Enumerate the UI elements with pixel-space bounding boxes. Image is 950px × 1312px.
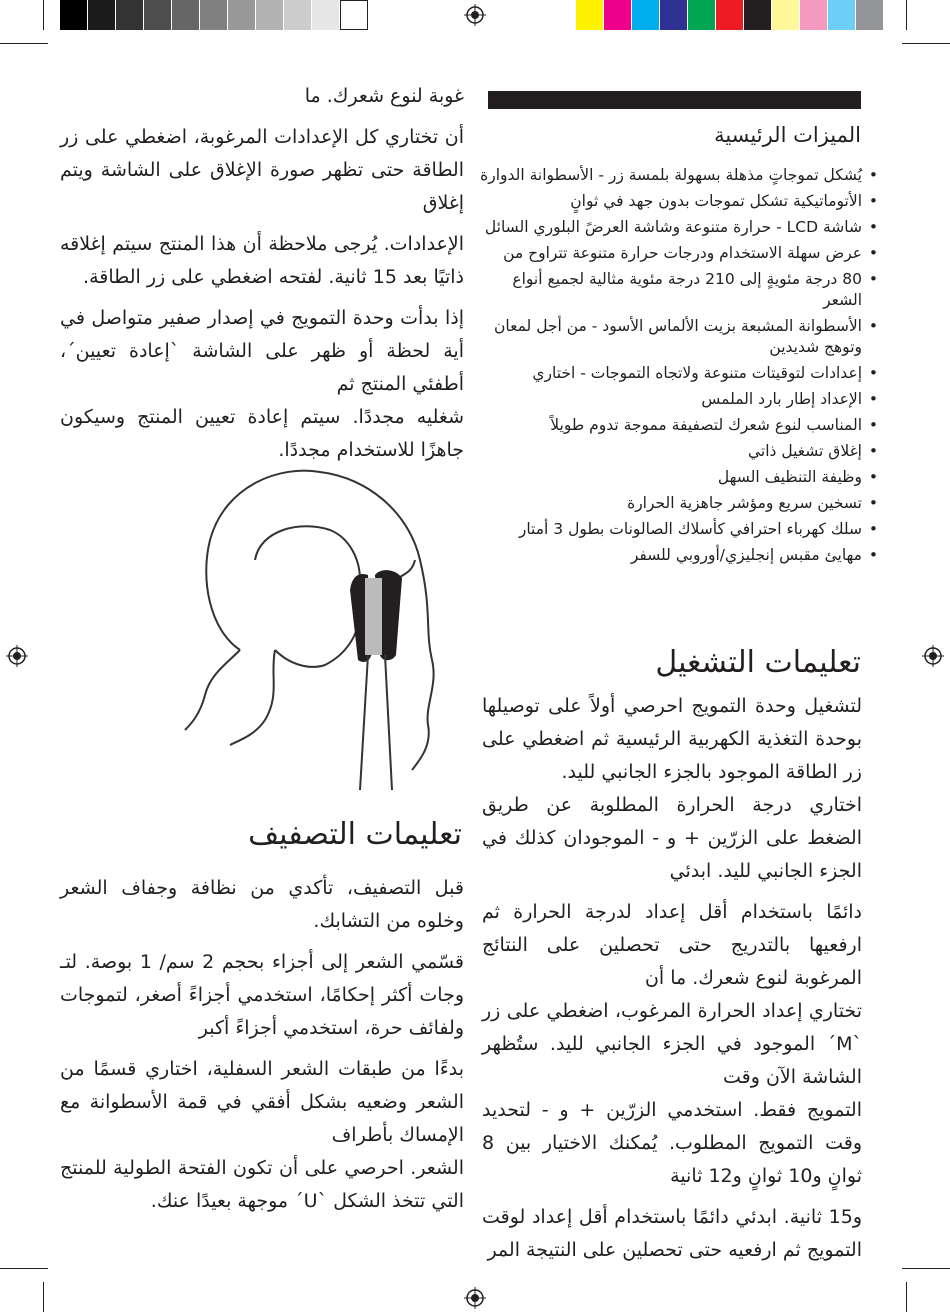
color-swatch	[856, 0, 884, 30]
crop-mark	[902, 43, 950, 44]
crop-mark	[43, 0, 44, 30]
crop-mark	[906, 1282, 907, 1312]
crop-mark	[902, 1268, 950, 1269]
crop-mark	[0, 1268, 48, 1269]
paragraph: الشعر. احرصي على أن تكون الفتحة الطولية للمنتج التي تتخذ الشكل `U´ موجهة بعيدًا عنك.	[60, 1157, 464, 1212]
registration-mark-icon	[464, 4, 486, 26]
list-item: • تسخين سريع ومؤشر جاهزية الحرارة	[480, 493, 862, 514]
registration-mark-icon	[6, 645, 28, 667]
paragraph: اختاري درجة الحرارة المطلوبة عن طريق الضغط على الزرّين + و - الموجودان كذلك في الجزء الجانبي لليد. ابدئي	[482, 794, 862, 882]
paragraph: تختاري إعداد الحرارة المرغوب، اضغطي على زر `M´ الموجود في الجزء الجانبي لليد. ستُظهر الشاشة الآن وقت	[482, 1000, 862, 1088]
paragraph: لتشغيل وحدة التمويج احرصي أولاً على توصيلها بوحدة التغذية الكهربية الرئيسية ثم اضغطي على زر الطاقة الموجود بالجزء الجانبي لليد.	[482, 695, 862, 783]
list-item: • الأتوماتيكية تشكل تموجات بدون جهد في ثوانٍ	[480, 191, 862, 212]
list-item: • إغلاق تشغيل ذاتي	[480, 441, 862, 462]
color-swatch	[772, 0, 800, 30]
paragraph: غوبة لنوع شعرك. ما	[304, 85, 464, 107]
paragraph: إذا بدأت وحدة التمويج في إصدار صفير متواصل في أية لحظة أو ظهر على الشاشة `إعادة تعيين´، أطفئي المنتج ثم	[60, 307, 464, 395]
list-item: • الأسطوانة المشبعة بزيت الألماس الأسود - من أجل لمعان وتوهج شديدين	[480, 316, 862, 358]
hair-styling-illustration	[170, 460, 450, 790]
color-swatch	[340, 0, 368, 30]
color-swatch	[88, 0, 116, 30]
list-item: • شاشة LCD - حرارة متنوعة وشاشة العرضً البلوري السائل	[480, 217, 862, 238]
color-swatch	[632, 0, 660, 30]
list-item: • إعدادات لتوقيتات متنوعة ولاتجاه التموجات - اختاري	[480, 363, 862, 384]
color-swatch	[228, 0, 256, 30]
left-column-top-text	[60, 80, 464, 475]
paragraph: و15 ثانية. ابدئي دائمًا باستخدام أقل إعداد لوقت التمويج ثم ارفعيه حتى تحصلين على النتيجة المر	[482, 1206, 862, 1261]
color-swatch	[144, 0, 172, 30]
color-swatch	[200, 0, 228, 30]
list-item: • وظيفة التنظيف السهل	[480, 467, 862, 488]
operating-instructions-heading: تعليمات التشغيل	[655, 645, 861, 680]
list-item: • مهايئ مقبس إنجليزي/أوروبي للسفر	[480, 545, 862, 566]
list-item: • الإعداد إطار بارد الملمس	[480, 389, 862, 410]
crop-mark	[43, 1282, 44, 1312]
color-swatch	[256, 0, 284, 30]
operating-instructions-text	[482, 690, 862, 1275]
color-swatch	[744, 0, 772, 30]
color-swatch	[660, 0, 688, 30]
paragraph: التمويج فقط. استخدمي الزرّين + و - لتحديد وقت التمويج المطلوب. يُمكنك الاختيار بين 8 ثوانٍ و10 ثوانٍ و12 ثانية	[482, 1099, 862, 1187]
paragraph: بدءًا من طبقات الشعر السفلية، اختاري قسمًا من الشعر وضعيه بشكل أفقي في قمة الأسطوانة مع الإمساك بأطراف	[60, 1058, 464, 1146]
list-item: • المناسب لنوع شعرك لتصفيفة مموجة تدوم طويلاً	[480, 415, 862, 436]
color-swatch	[576, 0, 604, 30]
section-header-bar	[488, 91, 861, 109]
crop-mark	[906, 0, 907, 30]
styling-instructions-text	[60, 872, 464, 1226]
color-swatch	[312, 0, 340, 30]
list-item: • يُشكل تموجاتٍ مذهلة بسهولة بلمسة زر - الأسطوانة الدوارة	[480, 165, 862, 186]
paragraph: قبل التصفيف، تأكدي من نظافة وجفاف الشعر وخلوه من التشابك.	[60, 877, 464, 932]
styling-instructions-heading: تعليمات التصفيف	[248, 817, 462, 852]
paragraph: شغليه مجددًا. سيتم إعادة تعيين المنتج وسيكون جاهزًا للاستخدام مجددًا.	[60, 406, 464, 461]
grayscale-swatch-strip	[60, 0, 368, 30]
paragraph: دائمًا باستخدام أقل إعداد لدرجة الحرارة ثم ارفعيها بالتدريج حتى تحصلين على النتائج المرغوبة لنوع شعرك. ما أن	[482, 901, 862, 989]
color-swatch	[800, 0, 828, 30]
color-swatch	[284, 0, 312, 30]
color-swatch	[716, 0, 744, 30]
paragraph: أن تختاري كل الإعدادات المرغوبة، اضغطي على زر الطاقة حتى تظهر صورة الإغلاق على الشاشة ويتم إغلاق	[60, 126, 464, 214]
color-swatch	[688, 0, 716, 30]
list-item: • 80 درجة مئويةٍ إلى 210 درجة مئوية مثالية لجميع أنواع الشعر	[480, 269, 862, 311]
crop-mark	[0, 43, 48, 44]
paragraph: الإعدادات. يُرجى ملاحظة أن هذا المنتج سيتم إغلاقه ذاتيًا بعد 15 ثانية. لفتحه اضغطي على زر الطاقة.	[60, 233, 464, 288]
color-swatch-strip	[576, 0, 884, 30]
color-swatch	[172, 0, 200, 30]
list-item: • عرض سهلة الاستخدام ودرجات حرارة متنوعة تتراوح من	[480, 243, 862, 264]
features-list	[480, 165, 884, 571]
registration-mark-icon	[464, 1287, 486, 1309]
color-swatch	[828, 0, 856, 30]
registration-mark-icon	[922, 645, 944, 667]
color-swatch	[116, 0, 144, 30]
paragraph: قسّمي الشعر إلى أجزاء بحجم 2 سم/ 1 بوصة. لتـ وجات أكثر إحكامًا، استخدمي أجزاءً أصغر، لتموجات ولفائف حرة، استخدمي أجزاءً أكبر	[60, 951, 464, 1039]
list-item: • سلك كهرباء احترافي كأسلاك الصالونات بطول 3 أمتار	[480, 519, 862, 540]
color-swatch	[60, 0, 88, 30]
color-swatch	[604, 0, 632, 30]
key-features-heading: الميزات الرئيسية	[714, 123, 861, 147]
